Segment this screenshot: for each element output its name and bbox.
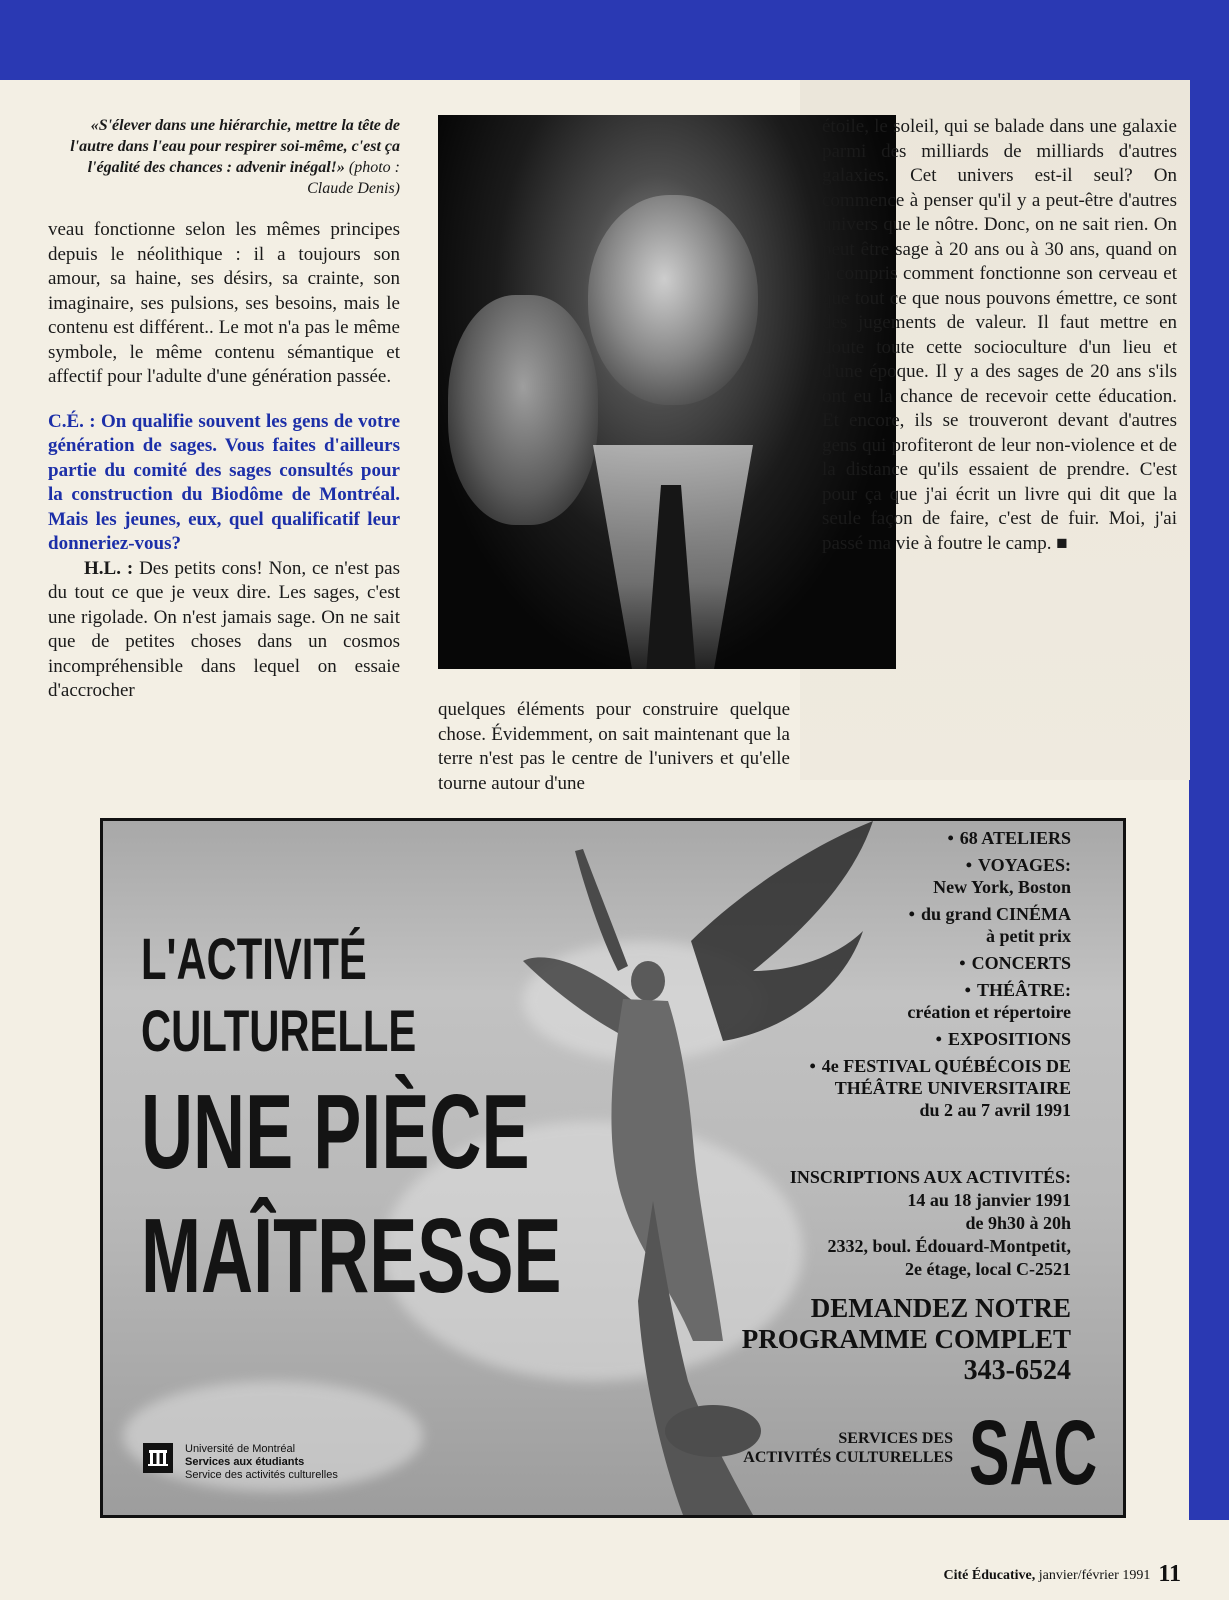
bullet: • (959, 953, 966, 973)
program-call-to-action (671, 1293, 1071, 1386)
university-credit (143, 1443, 338, 1482)
publication-name: Cité Éducative, (943, 1568, 1036, 1583)
page-footer (943, 1561, 1181, 1588)
paragraph (822, 115, 1177, 556)
registration-info (711, 1166, 1071, 1281)
list-item (711, 903, 1071, 947)
registration-dates: 14 au 18 janvier 1991 (907, 1190, 1071, 1210)
article-column-1 (48, 218, 400, 704)
top-color-band (0, 0, 1229, 80)
registration-location: 2e étage, local C-2521 (905, 1259, 1071, 1279)
cta-line-1: DEMANDEZ NOTRE (810, 1293, 1071, 1323)
phone-number: 343-6524 (963, 1355, 1071, 1386)
item-sub: à petit prix (986, 926, 1071, 946)
university-logo-icon (143, 1443, 173, 1473)
registration-hours: de 9h30 à 20h (965, 1213, 1071, 1233)
item-main: du grand CINÉMA (920, 904, 1071, 924)
registration-address: 2332, boul. Édouard-Montpetit, (827, 1236, 1071, 1256)
caption-quote: «S'élever dans une hiérarchie, mettre la tête de l'autre dans l'eau pour respirer soi-même, c'est ça l'égalité des chances : advenir inégal!» (70, 117, 400, 176)
photo-fist-shape (448, 295, 598, 525)
item-sub: New York, Boston (933, 877, 1071, 897)
item-main: 4e FESTIVAL QUÉBÉCOIS DE (821, 1056, 1071, 1076)
item-sub: THÉÂTRE UNIVERSITAIRE (834, 1078, 1071, 1098)
ad-headline-line-2: CULTURELLE (141, 999, 417, 1064)
cultural-service: Service des activités culturelles (185, 1469, 338, 1481)
ad-headline-line-4: MAÎTRESSE (141, 1197, 562, 1315)
list-item (711, 827, 1071, 849)
item-sub-2: du 2 au 7 avril 1991 (919, 1100, 1071, 1120)
item-main: VOYAGES: (978, 855, 1071, 875)
registration-label: INSCRIPTIONS AUX ACTIVITÉS: (789, 1167, 1071, 1187)
photo-credit: (photo : Claude Denis) (307, 159, 400, 197)
photo-caption (48, 115, 400, 199)
ad-activity-list (711, 827, 1071, 1126)
sac-full-name (703, 1429, 953, 1467)
student-services: Services aux étudiants (185, 1456, 305, 1468)
sac-name-line-1: SERVICES DES (838, 1430, 953, 1447)
list-item (711, 854, 1071, 898)
article-column-3 (822, 115, 1177, 556)
paragraph-text: étoile, le soleil, qui se balade dans une galaxie parmi des milliards de milliards d'autres galaxies. Cet univers est-il seul? On commence à penser qu'il y a peut-être d'autres univers que le nôtre. Donc, on ne sait rien. On peut être sage à 20 ans ou à 30 ans, quand on a compris comment fonctionne son cerveau et que tout ce que nous pouvons émettre, ce sont des jugements de valeur. Il faut mettre en doute toute cette socioculture d'un lieu et d'une époque. Il y a des sages de 20 ans s'ils ont eu la chance de recevoir cette éducation. Et encore, ils se trouveront devant d'autres gens qui profiteront de leur non-violence et de la distance qu'ils essaient de prendre. C'est pour ça que j'ai écrit un livre qui dit que la seule façon de faire, c'est de fuir. Moi, j'ai passé ma vie à foutre le camp. (822, 116, 1177, 554)
item-sub: création et répertoire (907, 1002, 1071, 1022)
bullet: • (965, 855, 972, 875)
bullet: • (935, 1029, 942, 1049)
answer-speaker: H.L. : (84, 557, 134, 579)
bullet: • (809, 1056, 816, 1076)
issue-date: janvier/février 1991 (1035, 1568, 1151, 1583)
item-main: EXPOSITIONS (947, 1029, 1071, 1049)
bullet: • (947, 828, 954, 848)
cta-line-2: PROGRAMME COMPLET (741, 1324, 1071, 1354)
answer-text: Des petits cons! Non, ce n'est pas du tout ce que je veux dire. Les sages, c'est une rigolade. On n'est jamais sage. On ne sait que de petites choses dans un cosmos incompréhensible dans lequel on essaie d'accrocher (48, 557, 401, 701)
item-main: THÉÂTRE: (976, 980, 1071, 1000)
paragraph: veau fonctionne selon les mêmes principes depuis le néolithique : il a toujours son amour, sa haine, ses désirs, sa crainte, son imaginaire, ses pulsions, ses besoins, mais le contenu est différent.. Le mot n'a pas le même symbole, le même contenu sémantique et affectif pour l'adulte d'une génération passée. (48, 219, 400, 387)
university-name: Université de Montréal (185, 1443, 296, 1455)
sac-logo-text: SAC (969, 1402, 1098, 1504)
item-main: 68 ATELIERS (959, 828, 1071, 848)
photo-face-shape (588, 195, 758, 405)
article-column-2 (438, 698, 790, 796)
list-item (711, 1055, 1071, 1121)
bullet: • (908, 904, 915, 924)
paragraph: quelques éléments pour construire quelque chose. Évidemment, on sait maintenant que la terre n'est pas le centre de l'univers et qu'elle tourne autour d'une (438, 699, 790, 794)
item-main: CONCERTS (971, 953, 1071, 973)
end-mark: ■ (1056, 532, 1068, 554)
list-item (711, 979, 1071, 1023)
ad-headline-line-1: L'ACTIVITÉ (141, 927, 367, 992)
advertisement (100, 818, 1126, 1518)
list-item (711, 952, 1071, 974)
interview-question: C.É. : On qualifie souvent les gens de votre génération de sages. Vous faites d'ailleurs partie du comité des sages consultés pour la construction du Biodôme de Montréal. Mais les jeunes, eux, quel qualificatif leur donneriez-vous? (48, 410, 400, 554)
sac-name-line-2: ACTIVITÉS CULTURELLES (743, 1449, 953, 1466)
bullet: • (964, 980, 971, 1000)
ad-headline-line-3: UNE PIÈCE (141, 1073, 530, 1191)
interview-answer (48, 557, 400, 704)
page-number: 11 (1158, 1561, 1181, 1587)
list-item (711, 1028, 1071, 1050)
right-color-band (1189, 80, 1229, 1520)
